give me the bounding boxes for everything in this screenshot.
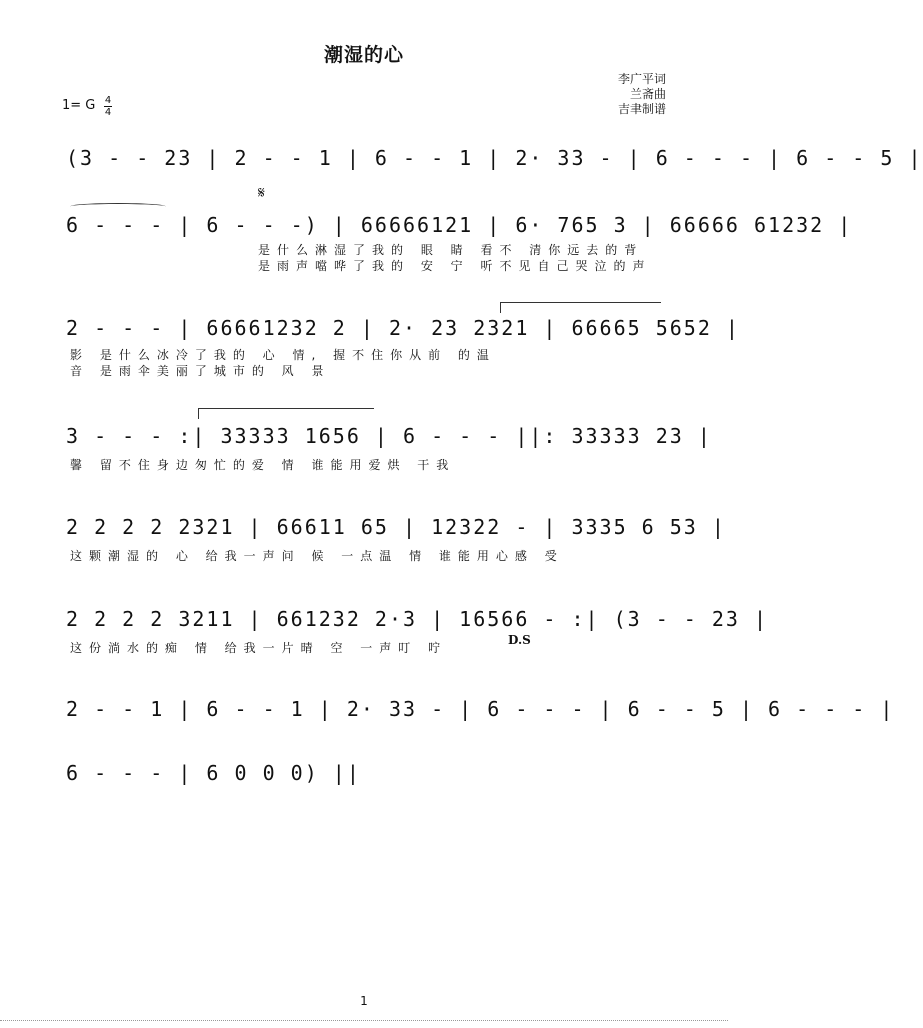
time-signature-bottom: 4 [104,107,112,118]
segno-sign: 𝄋 [258,183,265,202]
lyrics-line-6: 这份淌水的痴 情 给我一片晴 空 一声叮 咛 [70,641,448,655]
notes-line-6: 2 2 2 2 3211 | 661232 2·3 | 16566 - :| (3 - - 23 | [66,607,769,631]
notes-line-8: 6 - - - | 6 0 0 0) || [66,761,361,785]
volta-bracket [198,408,374,419]
page-bottom-border [0,1020,728,1022]
notes-line-1: (3 - - 23 | 2 - - 1 | 6 - - 1 | 2· 33 - | 6 - - - | 6 - - 5 | [66,146,923,170]
notes-line-7: 2 - - 1 | 6 - - 1 | 2· 33 - | 6 - - - | 6 - - 5 | 6 - - - | [66,697,895,721]
key-signature: 1= G [62,98,96,113]
composer-credit: 兰斋曲 [629,87,666,101]
time-signature [104,96,112,117]
lyrics-line-3-verse-2: 音 是雨伞美丽了城市的 风 景 [70,364,331,378]
credits-block [618,72,666,117]
lyrics-line-2-verse-1: 是什么淋湿了我的 眼 睛 看不 清你远去的背 [258,243,644,257]
song-title: 潮湿的心 [323,44,404,66]
tie-arc [70,203,166,210]
lyrics-line-3-verse-1: 影 是什么冰冷了我的 心 情, 握不住你从前 的温 [70,348,496,362]
lyrics-line-5: 这颗潮湿的 心 给我一声问 候 一点温 情 谁能用心感 受 [70,549,564,563]
volta-bracket [500,302,661,313]
lyrics-line-4: 馨 留不住身边匆忙的爱 情 谁能用爱烘 干我 [70,458,456,472]
page-number: 1 [360,994,368,1008]
time-signature-top: 4 [104,95,112,106]
notes-line-3: 2 - - - | 66661232 2 | 2· 23 2321 | 66665 5652 | [66,316,740,340]
notes-line-2: 6 - - - | 6 - - -) | 66666121 | 6· 765 3 | 66666 61232 | [66,213,853,237]
notes-line-4: 3 - - - :| 33333 1656 | 6 - - - ||: 33333 23 | [66,424,712,448]
ds-marker: D.S [508,633,531,647]
arranger-credit: 吉聿制谱 [617,102,666,116]
lyricist-credit: 李广平词 [617,72,666,86]
notes-line-5: 2 2 2 2 2321 | 66611 65 | 12322 - | 3335 6 53 | [66,515,726,539]
lyrics-line-2-verse-2: 是雨声噹哗了我的 安 宁 听不见自己哭泣的声 [258,259,652,273]
